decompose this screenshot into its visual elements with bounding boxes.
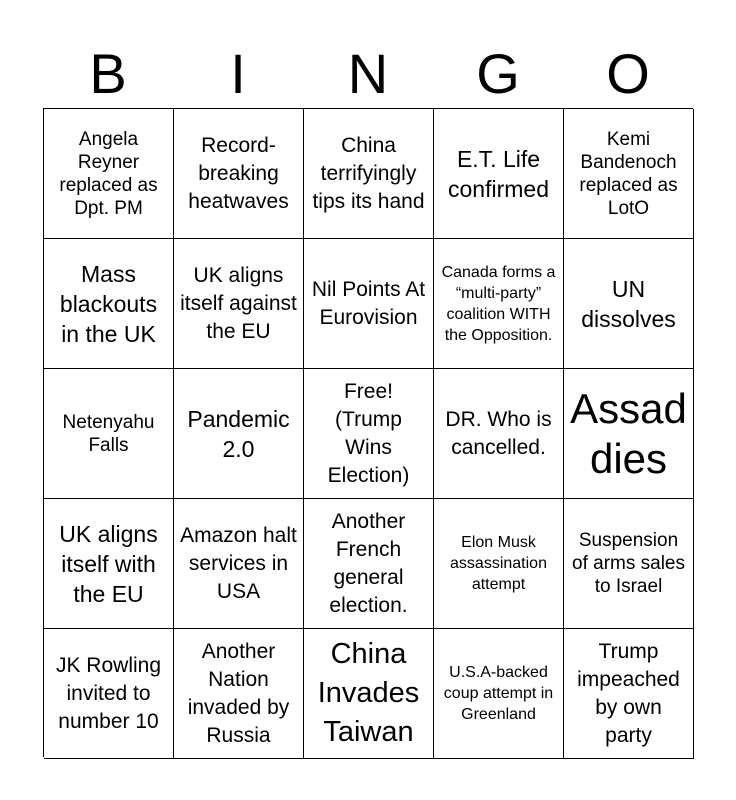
bingo-cell-r3-c1[interactable] [44,369,174,499]
bingo-cell-r2-c1[interactable] [44,239,174,369]
cell-text: Another Nation invaded by Russia [187,639,290,747]
cell-text: Another French general election. [329,509,408,617]
cell-text: Trump impeached by own party [577,639,680,747]
header-letter-i: I [230,42,246,105]
bingo-cell-r4-c4[interactable] [434,499,564,629]
bingo-cell-r1-c1[interactable] [44,109,174,239]
cell-text: Free! (Trump Wins Election) [327,379,410,487]
cell-text: Nil Points At Eurovision [311,277,426,329]
header-letter-g: G [476,42,520,105]
bingo-cell-r1-c2[interactable] [174,109,304,239]
bingo-cell-r1-c5[interactable] [564,109,694,239]
cell-text: UK aligns itself with the EU [59,520,158,607]
bingo-cell-r5-c1[interactable] [44,629,174,759]
bingo-cell-r2-c2[interactable] [174,239,304,369]
bingo-card [43,108,693,757]
bingo-cell-r4-c2[interactable] [174,499,304,629]
bingo-cell-r4-c3[interactable] [304,499,434,629]
cell-text: Kemi Bandenoch replaced as LotO [579,128,678,219]
cell-text: DR. Who is cancelled. [445,407,552,459]
bingo-cell-r5-c3[interactable] [304,629,434,759]
bingo-cell-r3-c4[interactable] [434,369,564,499]
header-letter-b: B [89,42,127,105]
cell-text: Mass blackouts in the UK [59,260,158,347]
bingo-cell-r4-c1[interactable] [44,499,174,629]
bingo-cell-r5-c5[interactable] [564,629,694,759]
cell-text: UK aligns itself against the EU [180,263,297,343]
cell-text: JK Rowling invited to number 10 [55,653,162,733]
cell-text: E.T. Life confirmed [448,145,549,202]
bingo-cell-r2-c5[interactable] [564,239,694,369]
cell-text: U.S.A-backed coup attempt in Greenland [443,664,554,723]
header-letter-o: O [606,42,650,105]
bingo-cell-r2-c3[interactable] [304,239,434,369]
cell-text: Canada forms a “multi-party” coalition WITH the Opposition. [441,263,556,344]
cell-text: Suspension of arms sales to Israel [572,530,685,597]
cell-text: China terrifyingly tips its hand [312,133,425,213]
bingo-cell-r5-c4[interactable] [434,629,564,759]
bingo-cell-r1-c3[interactable] [304,109,434,239]
cell-text: Record-breaking heatwaves [188,133,289,213]
bingo-cell-r3-c3[interactable] [304,369,434,499]
bingo-header [43,40,693,108]
bingo-cell-r1-c4[interactable] [434,109,564,239]
cell-text: UN dissolves [581,275,676,332]
bingo-cell-r3-c5[interactable] [564,369,694,499]
bingo-cell-r4-c5[interactable] [564,499,694,629]
cell-text: China Invades Taiwan [317,638,420,748]
cell-text: Assad dies [570,384,687,482]
bingo-cell-r5-c2[interactable] [174,629,304,759]
cell-text: Angela Reyner replaced as Dpt. PM [59,128,158,219]
cell-text: Pandemic 2.0 [187,405,290,462]
bingo-cell-r3-c2[interactable] [174,369,304,499]
header-letter-n: N [347,42,389,105]
cell-text: Amazon halt services in USA [180,523,297,603]
cell-text: Netenyahu Falls [62,411,155,456]
bingo-cell-r2-c4[interactable] [434,239,564,369]
cell-text: Elon Musk assassination attempt [450,534,547,593]
